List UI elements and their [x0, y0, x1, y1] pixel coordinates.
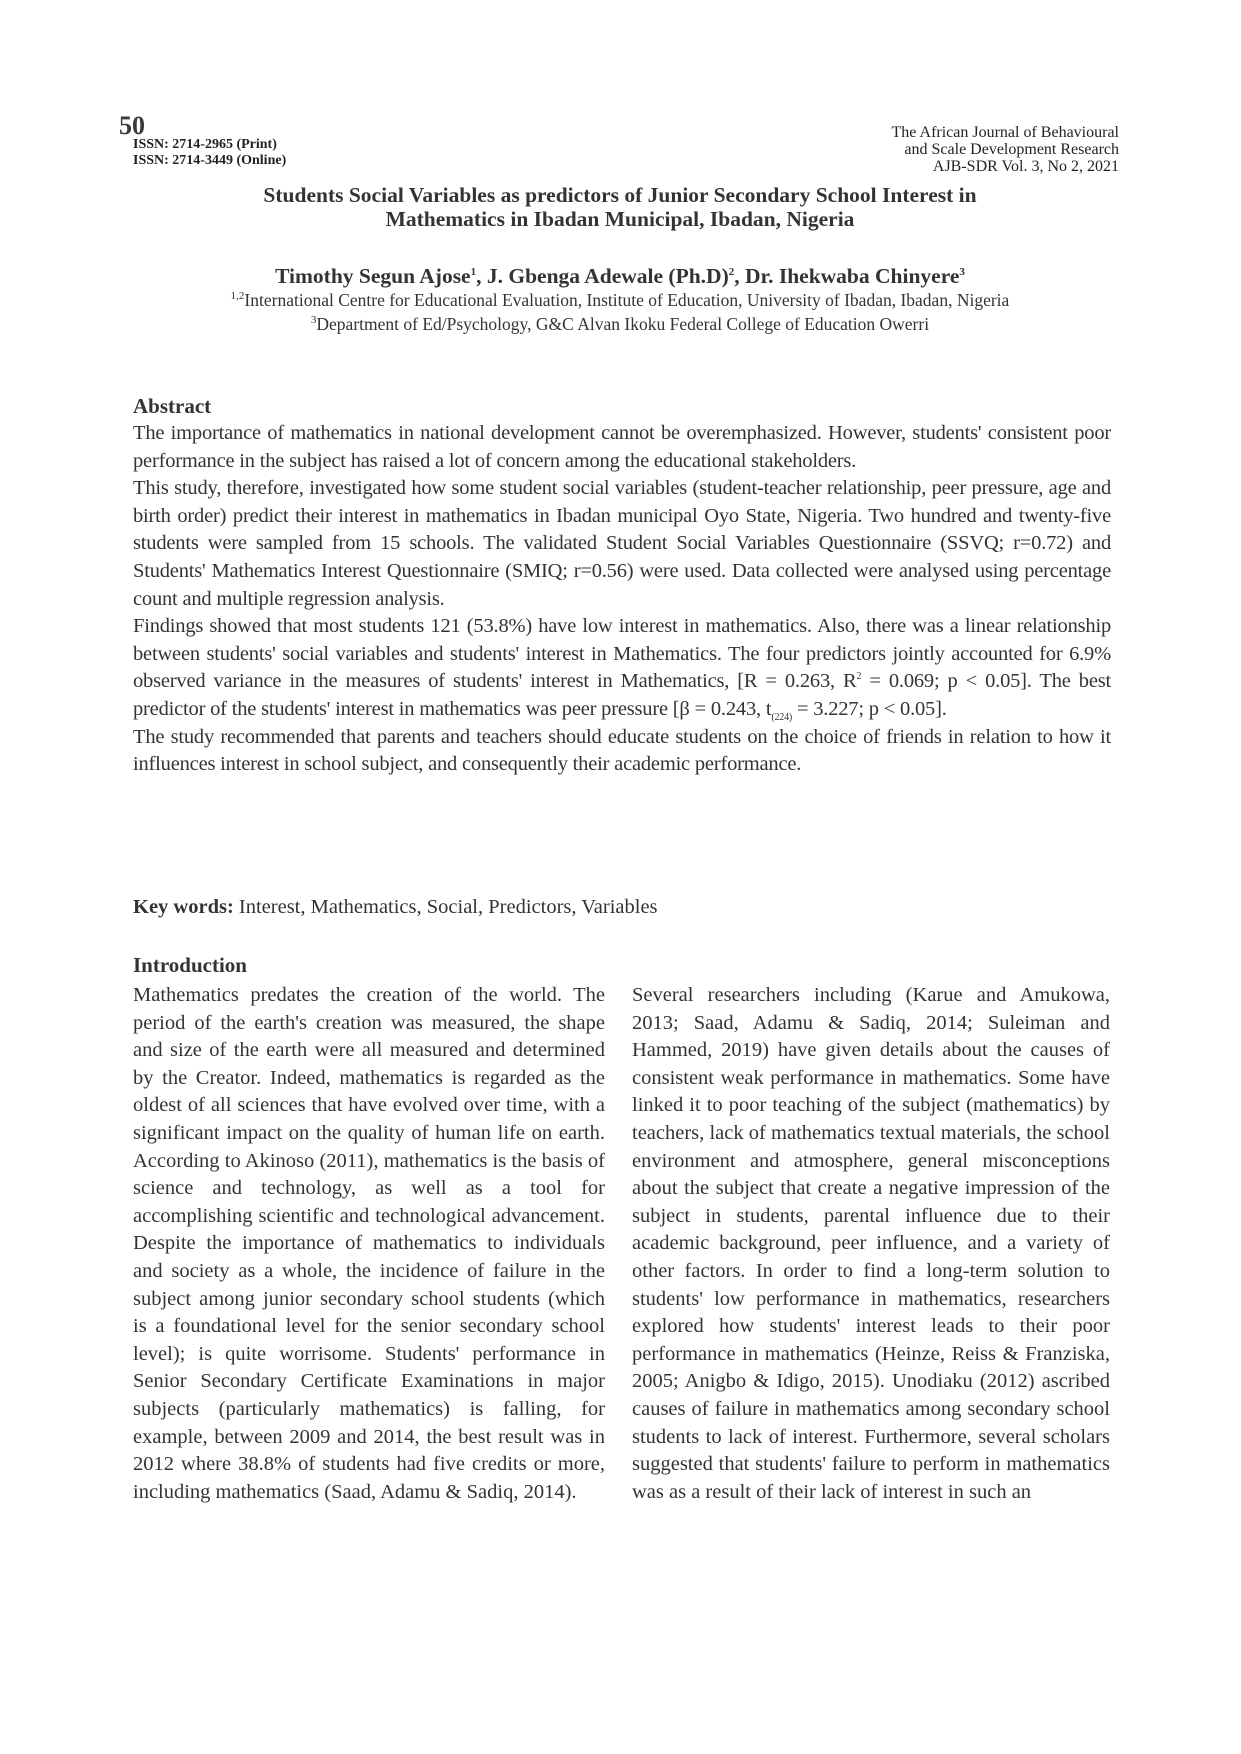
paper-title [120, 183, 1120, 231]
affiliation-mark: 3 [310, 314, 317, 327]
findings-text: Findings showed that most students 121 (53.8%) have low interest in mathematics. Also, there was a linear relationship between students' social variables and students' interest in Mathematics. The four predictors jointly accounted for 6.9% observed variance in the measures of students' interest in Mathematics, [R = 0.263, R [133, 615, 1111, 693]
author-name: Dr. Ihekwaba Chinyere [744, 264, 960, 288]
author-affil-mark: 3 [959, 265, 965, 278]
body-paragraph: Mathematics predates the creation of the world. The period of the earth's creation was measured, the shape and size of the earth were all measured and determined by the Creator. Indeed, mathematics is regarded as the oldest of all sciences that have evolved over time, with a significant impact on the quality of human life on earth. According to Akinoso (2011), mathematics is the basis of science and technology, as well as a tool for accomplishing scientific and technological advancement. Despite the importance of mathematics to individuals and society as a whole, the incidence of failure in the subject among junior secondary school students (which is a foundational level for the senior secondary school level); is quite worrisome. Students' performance in Senior Secondary Certificate Examinations in major subjects (particularly mathematics) is falling, for example, between 2009 and 2014, the best result was in 2012 where 38.8% of students had five credits or more, including mathematics (Saad, Adamu & Sadiq, 2014). [133, 984, 605, 1503]
page-number: 50 [119, 111, 145, 140]
abstract-body [133, 420, 1111, 779]
paper-title-line2: Mathematics in Ibadan Municipal, Ibadan, Nigeria [385, 207, 855, 231]
author-affil-mark: 2 [728, 265, 735, 278]
introduction-right-column [632, 982, 1110, 1506]
journal-name-line1: The African Journal of Behavioural [891, 124, 1119, 141]
affiliation-1 [120, 289, 1120, 311]
introduction-heading: Introduction [133, 953, 247, 977]
r-squared-exponent: 2 [856, 671, 862, 683]
abstract-heading: Abstract [133, 394, 212, 418]
abstract-paragraph: This study, therefore, investigated how some student social variables (student-teacher relationship, peer pressure, age and birth order) predict their interest in mathematics in Ibadan municipal Oyo State, Nigeria. Two hundred and twenty-five students were sampled from 15 schools. The validated Student Social Variables Questionnaire (SSVQ; r=0.72) and Students' Mathematics Interest Questionnaire (SMIQ; r=0.56) were used. Data collected were analysed using percentage count and multiple regression analysis. [133, 477, 1111, 610]
journal-volume: AJB-SDR Vol. 3, No 2, 2021 [932, 158, 1119, 175]
introduction-left-column [133, 982, 605, 1506]
affiliation-text: Department of Ed/Psychology, G&C Alvan Ikoku Federal College of Education Owerri [316, 314, 930, 334]
abstract-paragraph-findings [133, 613, 1111, 723]
issn-online: ISSN: 2714-3449 (Online) [133, 153, 287, 168]
affiliation-mark: 1,2 [230, 290, 245, 303]
affiliation-text: International Centre for Educational Evaluation, Institute of Education, University of Ibadan, Ibadan, Nigeria [244, 290, 1010, 310]
findings-text: = 0.069; p < 0.05]. The best predictor of the students' interest in mathematics was peer pressure [β = 0.243, t [133, 670, 1111, 720]
abstract-paragraph: The importance of mathematics in national development cannot be overemphasized. However, students' consistent poor performance in the subject has raised a lot of concern among the educational stakeholders. [133, 422, 1111, 472]
paper-title-line1: Students Social Variables as predictors of Junior Secondary School Interest in [263, 183, 977, 207]
author-list: Timothy Segun Ajose$^1$, J. Gbenga Adewale $(Ph.D)^2$, Dr. Ihekwaba Chinyere$^3$ [275, 264, 965, 288]
keywords-value: Interest, Mathematics, Social, Predictors, Variables [233, 896, 658, 918]
degrees-of-freedom: (224) [771, 712, 793, 724]
body-paragraph: Several researchers including (Karue and Amukowa, 2013; Saad, Adamu & Sadiq, 2014; Suleiman and Hammed, 2019) have given details about the causes of consistent weak performance in mathematics. Some have linked it to poor teaching of the subject (mathematics) by teachers, lack of mathematics textual materials, the school environment and atmosphere, general misconceptions about the subject that create a negative impression of the subject in students, parental influence due to their academic background, peer influence, and a variety of other factors. In order to find a long-term solution to students' low performance in mathematics, researchers explored how students' interest leads to their poor performance in mathematics (Heinze, Reiss & Franziska, 2005; Anigbo & Idigo, 2015). Unodiaku (2012) ascribed causes of failure in mathematics among secondary school students to lack of interest. Furthermore, several scholars suggested that students' failure to perform in mathematics was as a result of their lack of interest in such an [632, 984, 1110, 1503]
author-name: J. Gbenga Adewale (Ph.D) [486, 264, 729, 288]
abstract-paragraph: The study recommended that parents and teachers should educate students on the choice of friends in relation to how it influences interest in school subject, and consequently their academic performance. [133, 725, 1111, 776]
affiliation-2 [120, 313, 1120, 335]
keywords-label: Key words: [133, 896, 234, 918]
author-affil-mark: 1 [470, 265, 477, 278]
issn-print: ISSN: 2714-2965 (Print) [133, 137, 277, 152]
journal-name-line2: and Scale Development Research [904, 141, 1119, 158]
author-name: Timothy Segun Ajose [275, 264, 471, 288]
journal-header [892, 124, 1119, 175]
keywords [133, 895, 658, 919]
findings-text: = 3.227; p < 0.05]. [792, 697, 947, 720]
